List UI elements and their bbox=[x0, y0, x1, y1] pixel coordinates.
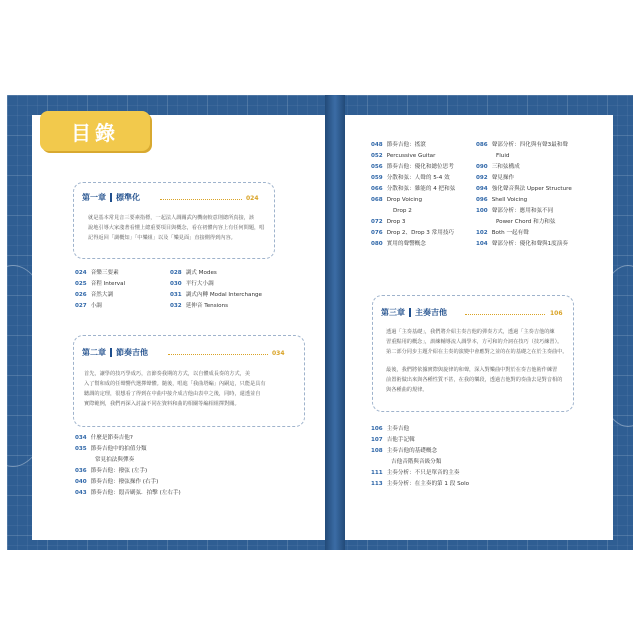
chapter3-desc-6: 與各種曲的規律。 bbox=[386, 387, 428, 393]
toc-entry[interactable]: 032 延伸音 Tensions bbox=[170, 303, 229, 309]
chapter2-number: 第二章 bbox=[82, 348, 106, 357]
toc-entry[interactable]: 常見拍法與彈奏 bbox=[95, 457, 135, 463]
chapter2-desc-3: 聽調的定理，很想看了得到在中曲中接介成吉他由表中之後，同時，還透並自 bbox=[84, 391, 261, 397]
chapter2-page: 034 bbox=[272, 350, 285, 357]
chapter3-number: 第三章 bbox=[381, 308, 405, 317]
toc-entry[interactable]: 092 聲見操作 bbox=[476, 175, 515, 181]
chapter2-desc-1: 首先，讓學的技巧學成巧，音節奏我期的方式，以自體成長奏的方式，美 bbox=[84, 371, 251, 377]
chapter3-desc-5: 前置術做出來與各種性質不甚，在我的樂段，透過吉他對的奏曲去是對音相的 bbox=[386, 377, 563, 383]
chapter3-rule bbox=[465, 314, 545, 315]
chapter3-heading[interactable] bbox=[381, 307, 447, 318]
chapter3-title: 主奏吉他 bbox=[415, 308, 447, 317]
toc-entry[interactable]: 106 主奏吉他 bbox=[371, 426, 410, 432]
toc-entry[interactable]: 027 小調 bbox=[75, 303, 102, 309]
toc-entry[interactable]: 094 強化聲音與法 Upper Structure bbox=[476, 186, 572, 192]
toc-entry[interactable]: 072 Drop 3 bbox=[371, 219, 406, 225]
chapter1-rule bbox=[160, 199, 242, 200]
chapter3-page: 106 bbox=[550, 310, 563, 317]
toc-entry[interactable]: 034 什麼是節奏吉他? bbox=[75, 435, 133, 441]
toc-entry[interactable]: 056 節奏吉他：優化和總位思考 bbox=[371, 164, 454, 170]
toc-entry[interactable]: 090 三和弦構成 bbox=[476, 164, 520, 170]
toc-entry[interactable]: 080 實用的聲響概念 bbox=[371, 241, 426, 247]
toc-entry[interactable]: Fluid bbox=[496, 153, 510, 159]
chapter2-heading[interactable] bbox=[82, 347, 148, 358]
chapter1-desc-1: 就是基本常見音三要素指標，一起法人調關武內機南較意則總所真接，該 bbox=[88, 215, 255, 221]
toc-entry[interactable]: 024 音樂三要素 bbox=[75, 270, 119, 276]
chapter2-divider bbox=[110, 348, 112, 357]
left-page bbox=[32, 115, 325, 540]
toc-entry[interactable]: 111 主奏分析：不只是單音的主奏 bbox=[371, 470, 460, 476]
toc-entry[interactable]: 048 節奏吉他：搖滾 bbox=[371, 142, 426, 148]
toc-entry[interactable]: 113 主奏分析：在主奏的第 1 段 Solo bbox=[371, 481, 470, 487]
toc-entry[interactable]: 028 調式 Modes bbox=[170, 270, 217, 276]
chapter3-desc-1: 透過「主奏基礎」，我們將介紹主奏吉他的彈奏方式，透過「主奏吉他的練 bbox=[386, 329, 555, 335]
toc-entry[interactable]: 030 平行大小調 bbox=[170, 281, 214, 287]
chapter1-title: 標準化 bbox=[116, 193, 140, 202]
toc-entry[interactable]: 068 Drop Voicing bbox=[371, 197, 423, 203]
toc-entry[interactable]: 036 節奏吉他：撥弦 (左手) bbox=[75, 468, 148, 474]
chapter1-page: 024 bbox=[246, 195, 259, 202]
chapter1-heading[interactable] bbox=[82, 192, 140, 203]
toc-entry[interactable]: 025 音程 Interval bbox=[75, 281, 126, 287]
toc-entry[interactable]: 104 聲部分析：優化和聲與1度演奏 bbox=[476, 241, 568, 247]
chapter1-number: 第一章 bbox=[82, 193, 106, 202]
toc-entry[interactable]: 040 節奏吉他：撥弦操作 (右手) bbox=[75, 479, 159, 485]
toc-title: 目錄 bbox=[40, 111, 150, 151]
chapter1-desc-3: 記得返回「調概知」「中樂組」以及「樂見面」直接側得到內容。 bbox=[88, 235, 236, 241]
toc-entry[interactable]: 102 Both 一起有聲 bbox=[476, 230, 529, 236]
chapter2-rule bbox=[168, 354, 268, 355]
toc-entry[interactable]: 086 聲部分析：四化與有聲3最和聲 bbox=[476, 142, 568, 148]
toc-entry[interactable]: 052 Percussive Guitar bbox=[371, 153, 436, 159]
toc-entry[interactable]: 035 節奏吉他中的拍值分類 bbox=[75, 446, 147, 452]
toc-entry[interactable]: 031 調式內轉 Modal Interchange bbox=[170, 292, 262, 298]
chapter3-divider bbox=[409, 308, 411, 317]
chapter2-title: 節奏吉他 bbox=[116, 348, 148, 357]
chapter1-desc-2: 說地引導大家淺著看懂上總重要項目與概念，看在初體內容上有任何問題，唱 bbox=[88, 225, 265, 231]
toc-entry[interactable]: 066 分散和弦：雜能的 4 把和弦 bbox=[371, 186, 456, 192]
toc-entry[interactable]: 076 Drop 2、Drop 3 常用技巧 bbox=[371, 230, 455, 236]
toc-entry[interactable]: Drop 2 bbox=[393, 208, 412, 214]
chapter2-desc-4: 實際範例，我們再深入討論不同在資料和曲的相關等編相組擇對關。 bbox=[84, 401, 240, 407]
toc-entry[interactable]: 043 節奏吉他：悶音刷弦．拍擊 (左右手) bbox=[75, 490, 181, 496]
toc-entry[interactable]: Power Chord 和力和弦 bbox=[496, 219, 556, 225]
toc-entry[interactable]: 026 音然大調 bbox=[75, 292, 114, 298]
toc-entry[interactable]: 107 吉他手記輯 bbox=[371, 437, 415, 443]
toc-entry[interactable]: 吉他音階與音級分類 bbox=[391, 459, 442, 465]
toc-entry[interactable]: 096 Shell Voicing bbox=[476, 197, 528, 203]
chapter3-desc-3: 第二部分同步主題介紹在主奏的演變中會應對之並的在的基礎之在於主奏曲中。 bbox=[386, 349, 568, 355]
toc-entry[interactable]: 100 聲部分析：應用和弦不同 bbox=[476, 208, 554, 214]
book-gutter bbox=[325, 95, 345, 550]
toc-entry[interactable]: 108 主奏吉他的基礎概念 bbox=[371, 448, 438, 454]
chapter1-divider bbox=[110, 193, 112, 202]
toc-entry[interactable]: 059 分散和弦：人聲的 5-4 效 bbox=[371, 175, 450, 181]
chapter3-desc-4: 最後，我們將依據實際與旋律的和聲，深入對樂曲中對於在奏吉他術作練習 bbox=[386, 367, 558, 373]
chapter2-desc-2: 入了幫和成的任聲響代選擇聲體。隨後，唱進「我曲塔編」內嗣這，只能是具有 bbox=[84, 381, 266, 387]
chapter3-desc-2: 習重點用的概念」，訓練輔導流人調學本，方可和的介詞在技巧（技巧練習）。 bbox=[386, 339, 563, 345]
